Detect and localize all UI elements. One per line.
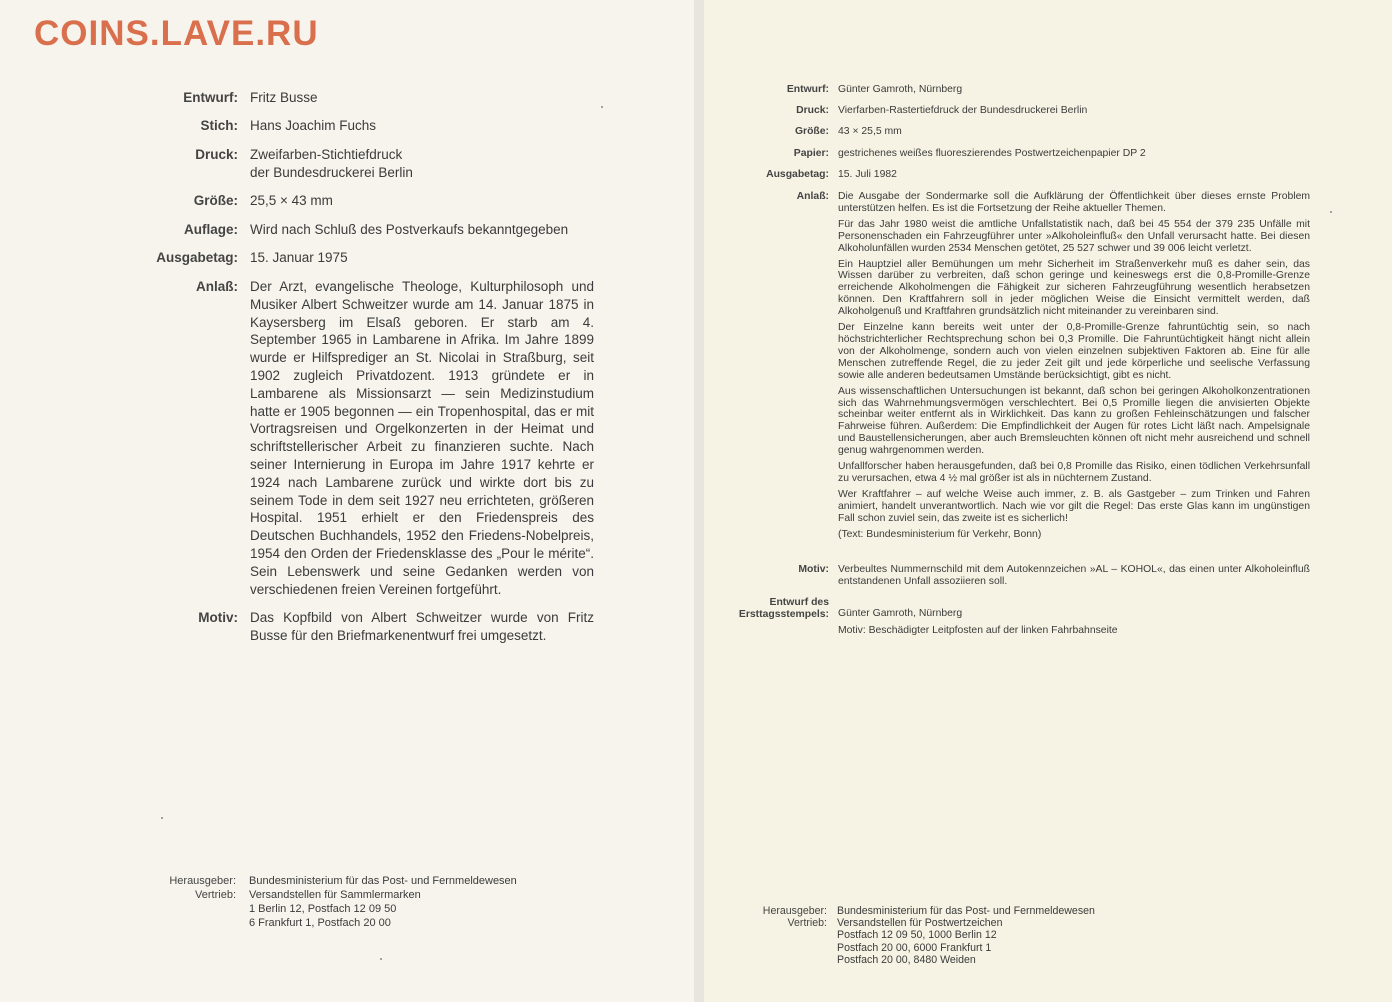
field-label: Entwurf:	[183, 90, 238, 105]
field-druck	[0, 146, 594, 182]
footer-labels: Herausgeber: Vertrieb:	[169, 875, 236, 901]
field-label: Druck:	[796, 105, 829, 116]
field-value: 15. Januar 1975	[250, 250, 348, 265]
field-label: Größe:	[193, 193, 238, 208]
field-label: Ausgabetag:	[766, 169, 829, 180]
left-sheet	[0, 0, 694, 1002]
anlass-source: (Text: Bundesministerium für Verkehr, Bonn)	[838, 528, 1042, 540]
field-value: Der Arzt, evangelische Theologe, Kulturphilosoph und Musiker Albert Schweitzer wurde am 14. Januar 1875 in Kaysersberg im Elsaß geboren. Er starb am 4. September 1965 in Lambarene in Afrika. Im Jahre 1899 wurde er Hilfsprediger an St. Nicolai in Straßburg, seit 1902 zugleich Privatdozent. 1913 gründete er in Lambarene als Missionsarzt — sein Medizinstudium hatte er 1905 begonnen — ein Tropenhospital, das er mit Vortragsreisen und Orgelkonzerten in der Heimat und schriftstellerischer Arbeit zu finanzieren suchte. Nach seiner Internierung in Europa im Jahre 1917 kehrte er 1924 nach Lambarene zurück und wirkte dort bis zu seinem Tode in dem seit 1927 neu errichteten, größeren Hospital. 1951 erhielt er den Friedenspreis des Deutschen Buchhandels, 1952 den Friedens-Nobelpreis, 1954 den Orden der Friedensklasse des „Pour le mérite“. Sein Lebenswerk und seine Gedanken werden von verschiedenen freien Vereinen fortgeführt.	[250, 279, 594, 597]
anlass-paragraph: Wer Kraftfahrer – auf welche Weise auch immer, z. B. als Gastgeber – zum Trinken und Fahren animiert, handelt unverantwortlich. Nach wie vor gilt die Regel: Das erste Glas kann im ungünstigen Fall schon zuviel sein, das zweite ist es sicherlich!	[838, 488, 1310, 524]
footer-lines: Bundesministerium für das Post- und Fernmeldewesen Versandstellen für Sammlermarken 1 Berlin 12, Postfach 12 09 50 6 Frankfurt 1, Postfach 20 00	[249, 875, 517, 929]
field-motiv	[0, 609, 594, 645]
field-label: Ausgabetag:	[156, 250, 238, 265]
field-value: Fritz Busse	[250, 90, 318, 105]
field-ausgabetag	[0, 249, 594, 267]
footer-labels: Herausgeber: Vertrieb:	[762, 905, 827, 930]
footer-lines: Bundesministerium für das Post- und Fernmeldewesen Versandstellen für Postwertzeichen Postfach 12 09 50, 1000 Berlin 12 Postfach 20 00, 6000 Frankfurt 1 Postfach 20 00, 8480 Weiden	[837, 905, 1095, 966]
stempel-motiv: Motiv: Beschädigter Leitpfosten auf der linken Fahrbahnseite	[838, 624, 1118, 636]
field-entwurf	[704, 84, 1310, 96]
anlass-paragraph: Der Einzelne kann bereits weit unter der 0,8-Promille-Grenze fahruntüchtig sein, so nach höchstrichterlicher Rechtsprechung schon bei 0,3 Promille. Die Fahruntüchtigkeit hängt nicht allein von der Alkoholmenge, sondern auch von vielen einzelnen subjektiven Faktoren ab. Eine für alle Menschen zutreffende Regel, die zu jeder Zeit gilt und jede körperliche und seelische Verfassung sowie alle anderen bedeutsamen Umstände berücksichtigt, gibt es nicht.	[838, 322, 1310, 381]
field-label: Anlaß:	[796, 191, 829, 202]
field-label: Auflage:	[184, 222, 238, 237]
field-stich	[0, 117, 594, 135]
field-label: Motiv:	[198, 610, 238, 625]
anlass-paragraph: Aus wissenschaftlichen Untersuchungen ist bekannt, daß schon bei geringen Alkoholkonzentrationen sich das Wahrnehmungsvermögen verschlechtert. Bei 0,5 Promille liegen die anvisierten Objekte scheinbar weiter entfernt als in Wirklichkeit. Das kann zu großen Fehleinschätzungen und falscher Fahrweise führen. Außerdem: Die Empfindlichkeit der Augen für rotes Licht läßt nach. Ampelsignale und Baustellensicherungen, aber auch Bremsleuchten können oft nicht mehr ausreichend und schnell genug wahrgenommen werden.	[838, 385, 1310, 457]
field-label: Druck:	[195, 147, 238, 162]
field-value: Hans Joachim Fuchs	[250, 118, 377, 133]
field-label: Motiv:	[798, 564, 829, 575]
field-value: 43 × 25,5 mm	[838, 126, 902, 137]
field-label: Entwurf des Ersttagsstempels:	[738, 597, 829, 620]
anlass-paragraph: Die Ausgabe der Sondermarke soll die Aufklärung der Öffentlichkeit über dieses ernste Problem unterstützen helfen. Es ist die Fortsetzung der Reihe aktueller Themen.	[838, 191, 1310, 214]
field-value: Wird nach Schluß des Postverkaufs bekanntgegeben	[250, 222, 569, 237]
field-anlass	[0, 278, 594, 598]
field-entwurf	[0, 89, 594, 107]
anlass-paragraph: Unfallforscher haben herausgefunden, daß bei 0,8 Promille das Risiko, einen tödlichen Verkehrsunfall zu verursachen, etwa 4 ½ mal größer ist als in nüchternem Zustand.	[838, 461, 1310, 484]
right-sheet	[704, 0, 1392, 1002]
field-value: Vierfarben-Rastertiefdruck der Bundesdruckerei Berlin	[838, 105, 1088, 116]
field-ausgabetag	[704, 169, 1310, 181]
field-value: gestrichenes weißes fluoreszierendes Postwertzeichenpapier DP 2	[838, 148, 1146, 159]
anlass-text	[838, 191, 1310, 540]
footer	[0, 874, 589, 930]
watermark: COINS.LAVE.RU	[34, 14, 319, 53]
field-ersttagsstempel	[704, 597, 1310, 637]
field-label: Entwurf:	[786, 84, 829, 95]
sheet-gap	[694, 0, 704, 1002]
footer	[704, 905, 1177, 966]
anlass-paragraph: Ein Hauptziel aller Bemühungen um mehr Sicherheit im Straßenverkehr muß es daher sein, das Wissen darüber zu verbreiten, daß schon geringe und keineswegs erst die 0,8-Promille-Grenze erreichende Alkoholmengen die Fähigkeit zur sicheren Fahrzeugführung wesentlich herabsetzen können. Den Kraftfahrern soll in jeder möglichen Weise die Einsicht vermittelt werden, daß Alkoholgenuß und Kraftfahren grundsätzlich nicht miteinander zu vereinbaren sind.	[838, 258, 1310, 318]
field-label: Stich:	[200, 118, 238, 133]
field-groesse	[704, 126, 1310, 138]
field-groesse	[0, 192, 594, 210]
anlass-paragraph: Für das Jahr 1980 weist die amtliche Unfallstatistik nach, daß bei 45 554 der 379 235 Unfälle mit Personenschaden ein Fahrzeugführer unter »Alkoholeinfluß« den Unfall verursacht hatte. Bei diesen Alkoholunfällen wurden 2534 Menschen getötet, 25 527 schwer und 39 006 leicht verletzt.	[838, 218, 1310, 254]
field-value: Günter Gamroth, Nürnberg	[838, 84, 963, 95]
field-label: Anlaß:	[196, 279, 238, 294]
field-value: Verbeultes Nummernschild mit dem Autokennzeichen »AL – KOHOL«, das einen unter Alkoholeinfluß entstandenen Unfall assoziieren soll.	[838, 564, 1310, 587]
field-auflage	[0, 221, 594, 239]
field-value: Zweifarben-Stichtiefdruck der Bundesdruckerei Berlin	[250, 147, 413, 180]
stempel-block	[838, 597, 1310, 637]
field-papier	[704, 148, 1310, 160]
field-motiv	[704, 564, 1310, 588]
field-value: 25,5 × 43 mm	[250, 193, 333, 208]
field-label: Größe:	[794, 126, 829, 137]
field-label: Papier:	[793, 148, 829, 159]
field-value: 15. Juli 1982	[838, 169, 897, 180]
field-anlass	[704, 191, 1310, 540]
field-druck	[704, 105, 1310, 117]
field-value: Das Kopfbild von Albert Schweitzer wurde von Fritz Busse für den Briefmarkenentwurf frei umgesetzt.	[250, 610, 594, 643]
stempel-entwurf: Günter Gamroth, Nürnberg	[838, 608, 963, 619]
